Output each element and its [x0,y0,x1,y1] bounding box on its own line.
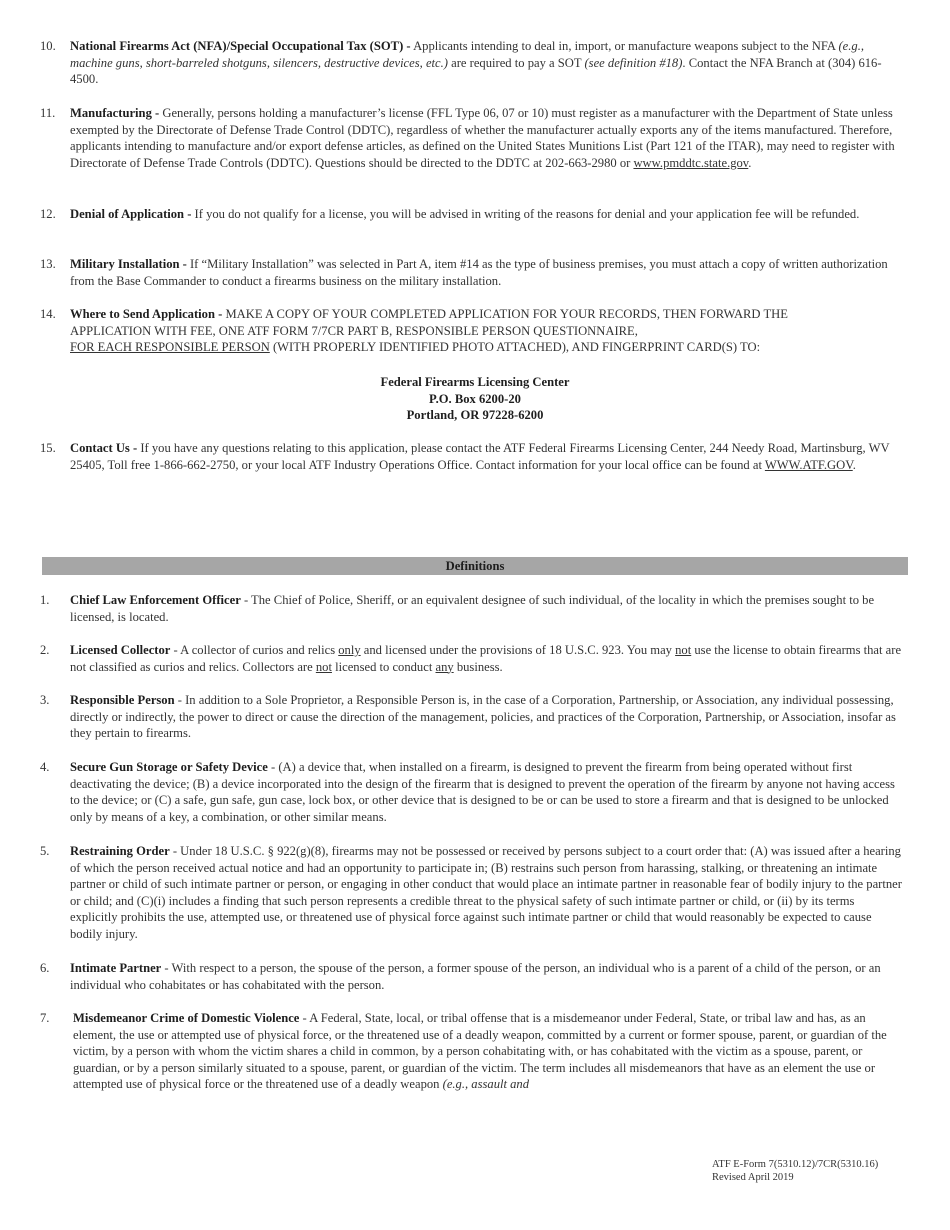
definition-term: Chief Law Enforcement Officer [70,593,241,607]
address-line: Federal Firearms Licensing Center [380,375,570,389]
form-number: ATF E-Form 7(5310.12)/7CR(5310.16) [712,1159,879,1170]
definition-term: Licensed Collector [70,643,171,657]
section-10: 10. National Firearms Act (NFA)/Special Occupational Tax (SOT) - Applicants intending to deal in, import, or manufacture weapons subject to the NFA (e.g., machine guns, short-barreled shotguns, silencers, destructive devices, etc.) are required to pay a SOT (see definition #18). Contact the NFA Branch at (304) 616-4500. [40,39,882,87]
mailing-address [0,374,950,424]
section-15: 15. Contact Us - If you have any questions relating to this application, please contact the ATF Federal Firearms Licensing Center, 244 Needy Road, Martinsburg, WV 25405, Toll free 1-866-662-2750, or your local ATF Industry Operations Office. Contact information for your local office can be found at WWW.ATF.GOV. [40,441,890,472]
definition-number: 5. [40,844,50,858]
atf-website-link[interactable]: WWW.ATF.GOV [764,457,853,472]
definition-6: 6. Intimate Partner - With respect to a person, the spouse of the person, a former spouse of the person, an individual who is a parent of a child of the person, or an individual who cohabitates or has cohabitated with the person. [40,961,881,992]
revision-date: Revised April 2019 [712,1172,794,1183]
address-line: Portland, OR 97228-6200 [406,408,544,423]
address-line: P.O. Box 6200-20 [429,391,521,406]
section-12: 12. Denial of Application - If you do not qualify for a license, you will be advised in writing of the reasons for denial and your application fee will be refunded. [40,207,860,221]
section-number: 11. [40,106,56,120]
definition-number: 3. [40,693,50,707]
definition-term: Restraining Order [70,844,170,858]
definition-term: Secure Gun Storage or Safety Device [70,760,268,774]
section-title: National Firearms Act (NFA)/Special Occupational Tax (SOT) - [70,39,411,53]
definition-term: Responsible Person [70,693,175,707]
section-title: Contact Us - [70,441,138,455]
section-number: 10. [40,39,56,53]
section-title: Denial of Application - [70,207,192,221]
definition-1: 1. Chief Law Enforcement Officer - The Chief of Police, Sheriff, or an equivalent designee of such individual, of the locality in which the premises sought to be licensed, is located. [40,593,875,624]
definition-number: 7. [40,1011,50,1025]
section-title: Manufacturing - [70,106,160,120]
definition-number: 4. [40,760,50,774]
definition-3: 3. Responsible Person - In addition to a Sole Proprietor, a Responsible Person is, in the case of a Corporation, Partnership, or Association, any individual possessing, directly or indirectly, the power to direct or cause the direction of the management, policies, and practices of the Corporation, Partnership, or Association, insofar as they pertain to firearms. [40,693,896,741]
section-title: Where to Send Application - [70,307,223,321]
definition-7: 7. Misdemeanor Crime of Domestic Violence - A Federal, State, local, or tribal offense that is a misdemeanor under Federal, State, or tribal law and has, as an element, the use or attempted use of physical force, or the threatened use of a deadly weapon, committed by a current or former spouse, parent, or guardian of the victim, by a person with whom the victim shares a child in common, by a person cohabitating with, or has cohabitated with the victim as a spouse, parent, or guardian, or by a person similarly situated to a spouse, parent, or guardian of the victim. The term includes all misdemeanors that have as an element the use or attempted use of physical force or the threatened use of a deadly weapon (e.g., assault and [40,1011,887,1092]
definitions-heading: Definitions [42,557,908,575]
definition-term: Intimate Partner [70,961,162,975]
definition-number: 6. [40,961,50,975]
section-number: 13. [40,257,56,271]
ddtc-link[interactable]: www.pmddtc.state.gov [633,155,749,170]
definition-2: 2. Licensed Collector - A collector of curios and relics only and licensed under the provisions of 18 U.S.C. 923. You may not use the license to obtain firearms that are not classified as curios and relics. Collectors are not licensed to conduct any business. [40,643,902,674]
definition-5: 5. Restraining Order - Under 18 U.S.C. § 922(g)(8), firearms may not be possessed or received by persons subject to a court order that: (A) was issued after a hearing of which the person received actual notice and had an opportunity to participate in; (B) restrains such person from harassing, stalking, or threatening an intimate partner or child of such intimate partner or person, or engaging in other conduct that would place an intimate partner in reasonable fear of bodily injury to the partner or child; and (C)(i) includes a finding that such person represents a credible threat to the physical safety of such intimate partner or child, or (ii) by its terms explicitly prohibits the use, attempted use, or threatened use of physical force against such intimate partner or child that would reasonably be expected to cause bodily injury. [40,844,902,941]
definition-number: 1. [40,593,50,607]
section-number: 14. [40,307,56,321]
definition-term: Misdemeanor Crime of Domestic Violence [73,1011,300,1025]
section-number: 15. [40,441,56,455]
section-title: Military Installation - [70,257,187,271]
form-footer [712,1158,878,1184]
section-11: 11. Manufacturing - Generally, persons holding a manufacturer’s license (FFL Type 06, 07 or 10) must register as a manufacturer with the Department of State unless exempted by the Directorate of Defense Trade Control (DDTC), regardless of whether the manufacturer actually exports any of the items manufactured. Therefore, applicants intending to manufacture and/or export defense articles, as defined on the United States Munitions List (Part 121 of the ITAR), may need to register with Directorate of Defense Trade Controls (DDTC). Questions should be directed to the DDTC at 202-663-2980 or www.pmddtc.state.gov. [40,106,895,170]
section-14: 14. Where to Send Application - MAKE A COPY OF YOUR COMPLETED APPLICATION FOR YOUR RECORDS, THEN FORWARD THE APPLICATION WITH FEE, ONE ATF FORM 7/7CR PART B, RESPONSIBLE PERSON QUESTIONNAIRE, FOR EACH RESPONSIBLE PERSON (WITH PROPERLY IDENTIFIED PHOTO ATTACHED), AND FINGERPRINT CARD(S) TO: [40,307,788,355]
section-number: 12. [40,207,56,221]
section-13: 13. Military Installation - If “Military Installation” was selected in Part A, item #14 as the type of business premises, you must attach a copy of written authorization from the Base Commander to conduct a firearms business on the military installation. [40,257,888,288]
definition-number: 2. [40,643,50,657]
definition-4: 4. Secure Gun Storage or Safety Device - (A) a device that, when installed on a firearm, is designed to prevent the firearm from being operated without first deactivating the device; (B) a device incorporated into the design of the firearm that is designed to prevent the operation of the firearm by anyone not having access to the device; or (C) a safe, gun safe, gun case, lock box, or other device that is designed to be or can be used to store a firearm and that is designed to be unlocked only by means of a key, a combination, or other similar means. [40,760,895,824]
